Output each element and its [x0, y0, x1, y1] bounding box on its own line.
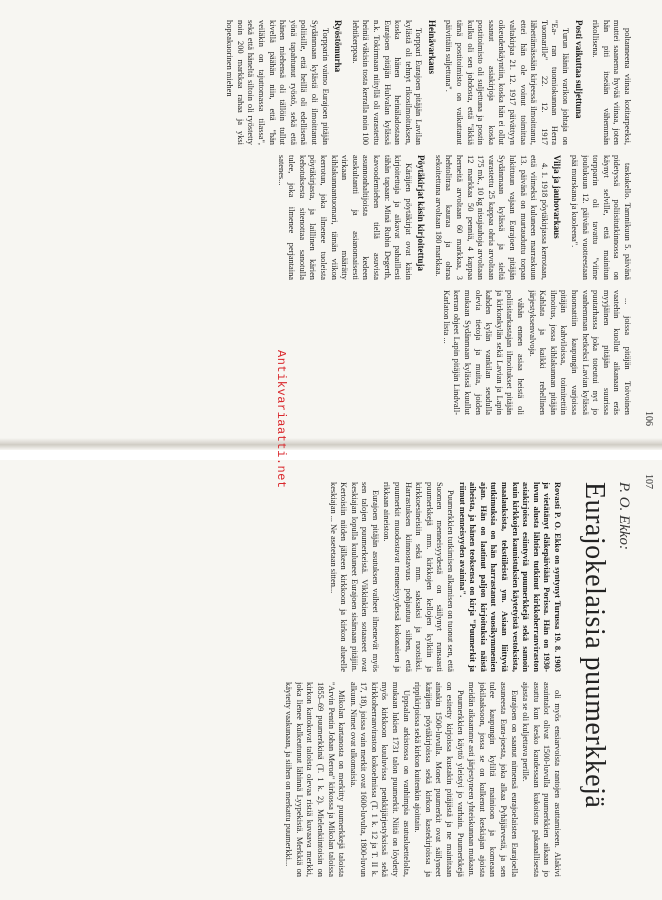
article-author: P. O. Ekko: — [616, 482, 632, 551]
paragraph: Puumerkkien käyttö yleistyi jo varhain. Puumerkkejä on esitetty kirjoissa kustakin pitäjästä ja ne mainitaan ainakin 1500-luvulla. Monet puumerkit ovat säilyneet käräjien pöytäkirjoissa sekä kirkon kastekirjoissa ja rippikirjoissa sekä kirkon kuitenkin ajoittain. — [413, 682, 465, 877]
paragraph: vähän ennen asiaa heistä oli poliisitarkastajan ilmoitukset pitäjän ja kirkonkylän sekä Lavian ja Lapin kahden kylän vankilan seudulla olevia tietoja ja muita, joiden mukaan Sydänmaan kylässä kuullut kerran ohjeet Lapin pitäjän Lindvall-Karlaton lista ... — [441, 290, 526, 415]
book-gutter — [0, 438, 662, 450]
right-column-2 — [22, 682, 562, 877]
paragraph: Käräjien pöytäkirjat ovat käsin kirjoitettuja ja aikavat pahaillesti tähän tapaan: Minä Rubin Degerth, kavoodemiehen tiellä asuvista asunnonhaltijoista kedeen auskultantti ja asianomaisesti virkaan määrätty kihlakunnantuomari, tämän viikon kerrotun, joka ilmenee tuoleista pöytäkirjasta, ja laillinen kärien kehotuksesta sitenottaa sanotulla tulee, joka ilmenee perjantaina satenes... — [276, 155, 413, 280]
paragraph: ... joissa pitäjän Toivoinen vaatehin kuollut aikanaan eräs myyjäinen pitäjän suurissa puutarhassa joka toteutui nyt jo vanhemman hetkeksi Lavian kylässä huomattiin kaupungin varjoissa pitäjän kahviloissa, toimitettiin ilmoitus, jossa kihlakunnan pitäjän Kahlata ja kaikki rehellinen järjestyksenvalvoja. — [527, 290, 632, 415]
paragraph: Puumerkkien tutkimisen alkamisen on tuonut sen, että Suomen menneisyydestä on säilynyt runsaasti puumerkkejä mm. kirkkojen kellojen kylkiin ja kirkkoesineisiin sekä mm. saksaksi ja ruotsiksi. Harrastuksen kiinnostavuus pohjautuu siihen, että puumerkit muodostavat menneisyydessä kokonaisen ja rikkaan aineiston. — [382, 482, 456, 672]
paragraph: Eurajoen pitäjän asutuksen vaiheet ilmenevät myös sen talojen puumerkeistä. Vikkinkien sotaaseet ovat keskiajan lopulla kuuluneet Eurajoen sisämaan pitäjiin. Kertoisiin niiden jälkeen kirkkoon ja kirkon alueelle keskiajan ... Ne asetetaan sitten... — [328, 482, 380, 672]
page-107 — [0, 460, 662, 900]
paragraph: Torppari Eurajoen pitäjän Lavilan kylästä oli tehnyt rikosilmoituksen, koska hänen heinäladostaan Eurajoen pitäjän Hulvalan kylässä n.k. Tokirmaan niityllä oli varastettu heiniä väkisin tosta kerralla noin 100 lehtikerppaa. — [350, 20, 424, 145]
paragraph: Torpparin vaimo Eurajoen pitäjän Sydänmaan kylästä oli ilmoittanut poliisille, että heillä oli edellisenä yönä tapahtunut ryöstö, sekä että hänen miehensä oli tällöin tullut kivellä päähän niin, että "hän veiläkin on tajuttomassa tilassa", sekä että häneltä siltoin oli ryöstetty noin 200 markkaa rahaa ja yksi hopeakuorinen miehen — [225, 20, 330, 145]
left-column-2 — [32, 155, 632, 280]
right-column-1 — [22, 482, 562, 672]
page-number: 107 — [643, 474, 654, 489]
section-heading-ryostomurha: Ryöstömurha — [333, 20, 344, 73]
paragraph: Mikolan kartanosta on merkitty puumerkkejä taloista "Arvin Pentin Johan Meron" kirkossa ja Mikolan taloissa 1855–69 puumerkkinä (T. 1 k. 2). Mielenkiintoisin on kirkon kattokuvat taloista olevaa ristiä kuvaava merkki, joka lienee kulkeutunut lähinnä Lyypekistä. Merkkiä on käytetty vaakunaan, ja siihen on merkattu puumerkki... — [284, 682, 347, 877]
section-heading-poytakirjat: Pöytäkirjat käsin kirjoitettuja — [416, 155, 427, 271]
paragraph: 4. 1. 1918 pöytäkirjassa kerrotaan, että viimeksi kuluneen marraskuun 13. päivänä on murtauduttu torpan lukittuun vajaan Eurajoen pitäjän Sydänmaan kylässä ja sieltä varastettu 25 kappaa ohria arvoltaan 175 mk., 10 kg nisujauhoja arvoltaan 12 markkaa 50 penniä, 4 kappaa herneitä arvoltaan 60 markkaa, 3 hehtolitraa kauraa ja ohraa sekoitettuna arvoltaan 180 markkaa. — [433, 155, 549, 280]
paragraph: Uppsalan arkistossa on vanhimpia asutusluettelolta, mukaan lukien 1731 talon puumerkit. Niitä on löydetty myös kirkkoon kuuluvissa penkkijärjestyksissä sekä kirkkoherranviraston kokoelmissa (T. 1 k. 12 ja T. II k. 17, 18), joissa vain merkit ovat 1600-luvulta, 1800-luvun alkuun. Nimet ovat ulkomaisia. — [348, 682, 411, 877]
paragraph: poltanneena viinaa kotitarpeeksi, muttei saanema hyvää viinaa, joten hän piti itseään vähemmän rikollisena. — [591, 20, 632, 145]
section-heading-heinavarkaus: Heinävarkaus — [426, 20, 437, 75]
lede-paragraph: Rovasti P. O. Ekko on syntynyt Turussa 19. 8. 1903 ja vietätänyt eläkepäiviään Porissa. Hän on 1930-luvun alusta lähtien tutkinut kirkkoherranviraston asiakirjoissa esiintyviä puumerkkejä sekä samoin kuin kirkkojen kaunistuksien käytetyistä vestoksista, maalauksista, tekstiileistä ym. Asiaan liittyviä tutkimuksia on hän harrastanut vuosikymmenien ajan. Hän on laatinut paljon kirjoituksia näistä aiheista, ja hänen teoksensa on kirja "Puumerkit ja riimut menneisyyden avainina". — [457, 482, 562, 672]
page-number: 106 — [643, 411, 654, 426]
watermark-text: Antikvariaatti.net — [274, 350, 288, 489]
left-column-3 — [32, 290, 632, 415]
section-heading-vilja: Vilja ja jauhovarkaus — [552, 155, 563, 239]
left-column-1 — [32, 20, 632, 145]
paragraph: Eurajoen on saanut nimensä eurajoelaisten Eurajoella asuneesta Eura-joesta, joka alkaa Pyhäjärvestä, ja sen tulee kaupungin kyliltä mainioon ja komeaan jokilaaksoon, jossa se on kulkenut keskiajan ajoista meidän aikaamme asti järjestyneen yhteiskunnan mukaan. — [467, 682, 519, 877]
article-title: Eurajokelaisia puumerkkejä — [579, 482, 610, 809]
paragraph: oli myös ensiarvoista rantojen asuttamiseen. Alakivi asuintalot olivat 1500-luvulla puumerkkien aikaan jo asuttu kun kesko kaudessaan kukoistus pakanallisesta ajasta se oli kuljettava perille. — [521, 682, 562, 877]
paragraph: Turun läänin varikon johtaja on "Ea- ran tuomiokunnan Herra Tuomarille" 22. 12. 1917 lähettämässään kirjeessä ilmoittanut, ettei hän ole voinut toimittaa valtakirjaa 21. 12. 1917 päivättyyn oikeudenkäyntiin, koska hän ei ollut saanut asiakirjoja koska postitoimisto oli suljettuna ja postin kulku oli sen johdosta, että "äkkiä tämä postitoimisto on vaikuttanut päivittäin suljettuna". — [444, 20, 571, 145]
paragraph: taskukello. Tamnikuun 5. päivänä pidetyssä poliisitutkinnossa on käynyt selville, että mainitun torpparin oli tavattu "viime joulukuun 12. päivänä vuotteestaan pää murskana ja kuoleena". — [570, 155, 632, 280]
section-heading-posti: Posti vaikuttaa suljettuna — [573, 20, 584, 119]
page-106 — [0, 0, 662, 440]
